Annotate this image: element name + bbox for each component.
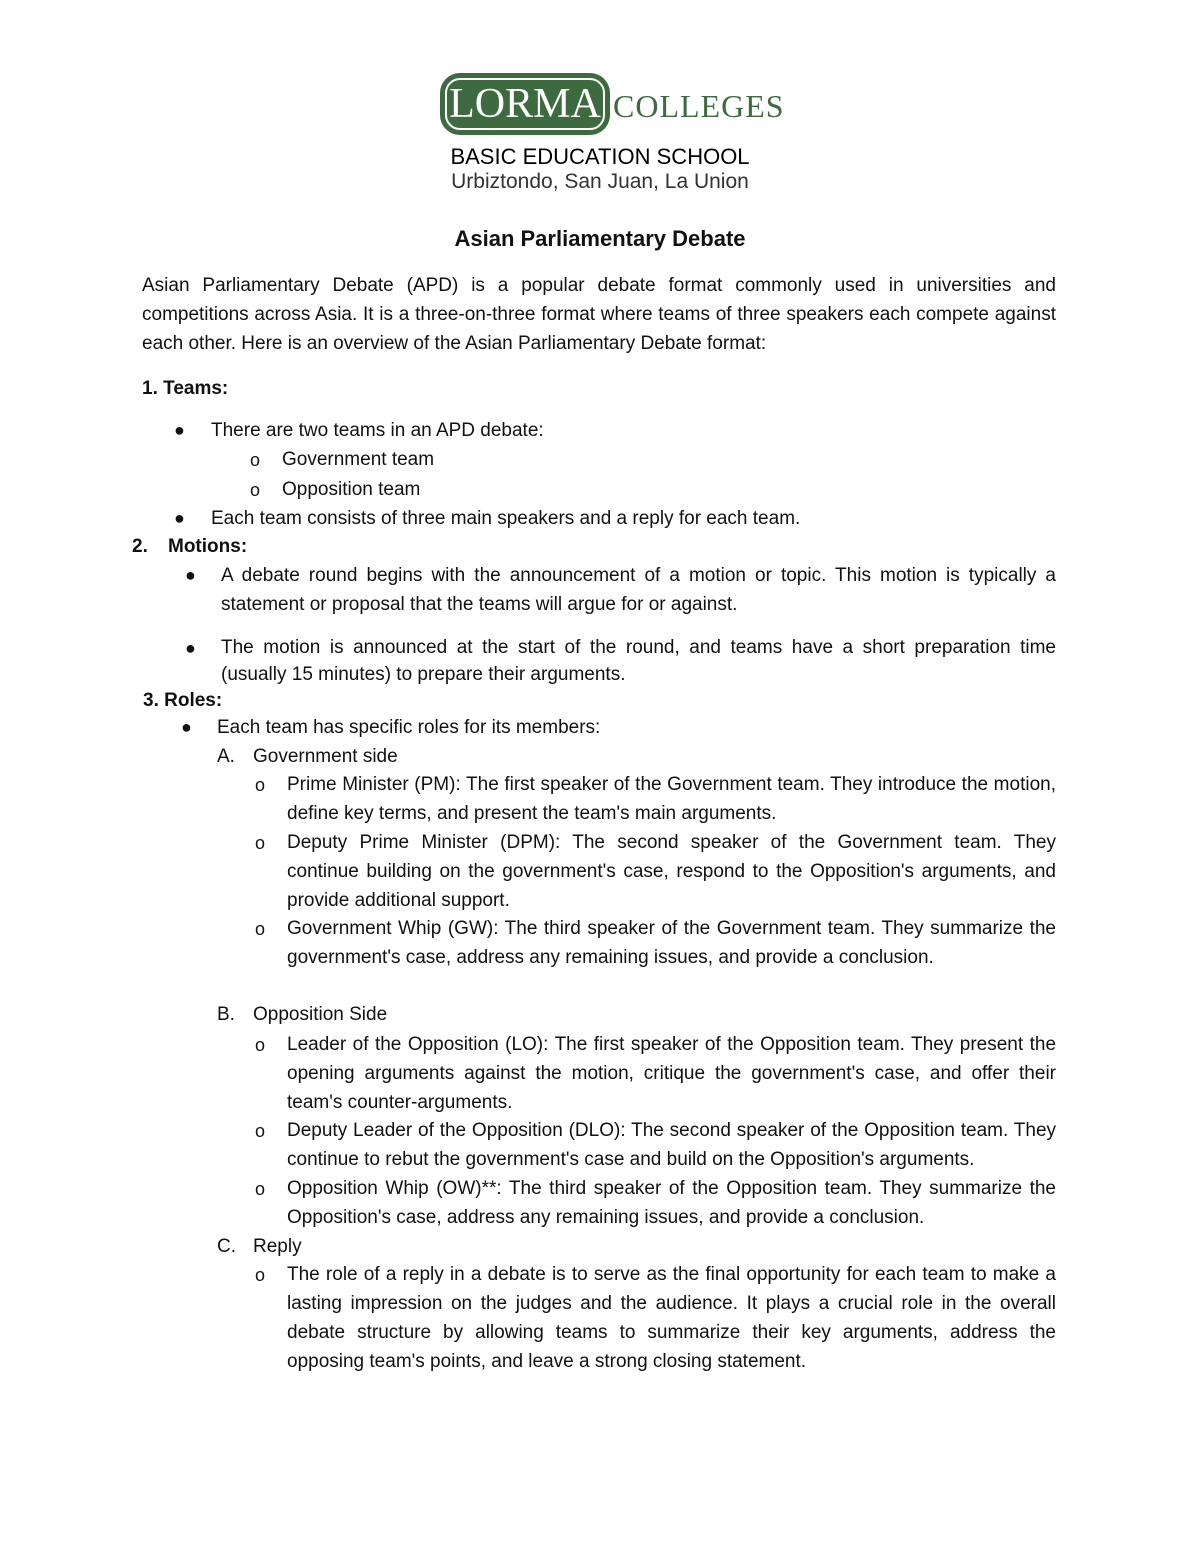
sub-bullet-icon: o bbox=[250, 480, 261, 500]
reply-heading: Reply bbox=[253, 1236, 302, 1257]
sub-bullet-icon: o bbox=[255, 1035, 266, 1055]
sub-bullet-icon: o bbox=[255, 1179, 266, 1199]
bullet-icon: ● bbox=[185, 638, 196, 658]
school-address: Urbiztondo, San Juan, La Union bbox=[451, 170, 749, 193]
sub-bullet-icon: o bbox=[255, 1121, 266, 1141]
intro-paragraph: Asian Parliamentary Debate (APD) is a popular debate format commonly used in universities and competitions across Asia. It is a three-on-three format where teams of three speakers each compete against each other. Here is an overview of the Asian Parliamentary Debate format: bbox=[142, 275, 1056, 354]
role-leader-opposition bbox=[287, 1030, 1056, 1117]
logo-wordmark: LORMA bbox=[449, 81, 601, 127]
bullet-icon: ● bbox=[174, 508, 185, 528]
role-government-whip bbox=[287, 914, 1056, 972]
role-description: The third speaker of the Government team. They summarize the government's case, address any remaining issues, and provide a conclusion. bbox=[287, 918, 1057, 968]
motions-bullet-1: A debate round begins with the announcement of a motion or topic. This motion is typically a statement or proposal that the teams will argue for or against. bbox=[221, 565, 1056, 615]
teams-sub-opposition: Opposition team bbox=[282, 479, 421, 500]
bullet-icon: ● bbox=[181, 717, 192, 737]
role-description: The second speaker of the Opposition team. They continue to rebut the government's case and build on the Opposition's arguments. bbox=[287, 1120, 1057, 1170]
logo-frame bbox=[445, 78, 605, 130]
logo bbox=[440, 73, 610, 135]
teams-bullet-1: There are two teams in an APD debate: bbox=[211, 420, 544, 441]
role-description: The first speaker of the Government team. They introduce the motion, define key terms, and present the team's main arguments. bbox=[287, 774, 1056, 824]
sub-bullet-icon: o bbox=[255, 1265, 266, 1285]
role-deputy-prime-minister bbox=[287, 828, 1056, 915]
sub-bullet-icon: o bbox=[250, 450, 261, 470]
reply-letter: C. bbox=[217, 1236, 236, 1257]
role-label: Opposition Whip (OW)**: bbox=[287, 1178, 502, 1199]
sub-bullet-icon: o bbox=[255, 919, 266, 939]
bullet-icon: ● bbox=[174, 420, 185, 440]
opposition-letter: B. bbox=[217, 1004, 235, 1025]
bullet-icon: ● bbox=[185, 565, 196, 585]
role-label: Deputy Prime Minister (DPM): bbox=[287, 832, 561, 853]
role-description: The second speaker of the Government team. They continue building on the government's case, respond to the Opposition's arguments, and provide additional support. bbox=[287, 832, 1056, 911]
document-title: Asian Parliamentary Debate bbox=[454, 226, 746, 251]
section-roles-heading: 3. Roles: bbox=[143, 690, 223, 711]
section-motions-heading: Motions: bbox=[168, 536, 248, 557]
teams-bullet-2: Each team consists of three main speakers and a reply for each team. bbox=[211, 508, 801, 529]
role-label: Deputy Leader of the Opposition (DLO): bbox=[287, 1120, 626, 1141]
opposition-heading: Opposition Side bbox=[253, 1004, 388, 1025]
school-name: BASIC EDUCATION SCHOOL bbox=[450, 144, 750, 169]
motions-bullet-2: The motion is announced at the start of the round, and teams have a short preparation time (usually 15 minutes) to prepare their arguments. bbox=[221, 637, 1056, 685]
reply-description: The role of a reply in a debate is to serve as the final opportunity for each team to make a lasting impression on the judges and the audience. It plays a crucial role in the overall debate structure by allowing teams to summarize their key arguments, address the opposing team's points, and leave a strong closing statement. bbox=[287, 1264, 1056, 1372]
government-heading: Government side bbox=[253, 746, 398, 767]
section-teams-heading: 1. Teams: bbox=[142, 378, 229, 399]
section-motions-number: 2. bbox=[132, 536, 148, 557]
role-description: The third speaker of the Opposition team. They summarize the Opposition's case, address any remaining issues, and provide a conclusion. bbox=[287, 1178, 1056, 1228]
sub-bullet-icon: o bbox=[255, 775, 266, 795]
teams-sub-government: Government team bbox=[282, 449, 435, 470]
sub-bullet-icon: o bbox=[255, 833, 266, 853]
role-label: Leader of the Opposition (LO): bbox=[287, 1034, 549, 1055]
logo-colleges-text: COLLEGES bbox=[613, 88, 785, 124]
role-description: The first speaker of the Opposition team. They present the opening arguments against the motion, critique the government's case, and offer their team's counter-arguments. bbox=[287, 1034, 1057, 1113]
government-letter: A. bbox=[217, 746, 235, 767]
role-label: Prime Minister (PM): bbox=[287, 774, 461, 795]
roles-bullet-1: Each team has specific roles for its members: bbox=[217, 717, 601, 738]
role-prime-minister bbox=[287, 770, 1056, 828]
role-opposition-whip bbox=[287, 1174, 1056, 1232]
role-deputy-leader-opposition bbox=[287, 1116, 1056, 1174]
role-label: Government Whip (GW): bbox=[287, 918, 499, 939]
